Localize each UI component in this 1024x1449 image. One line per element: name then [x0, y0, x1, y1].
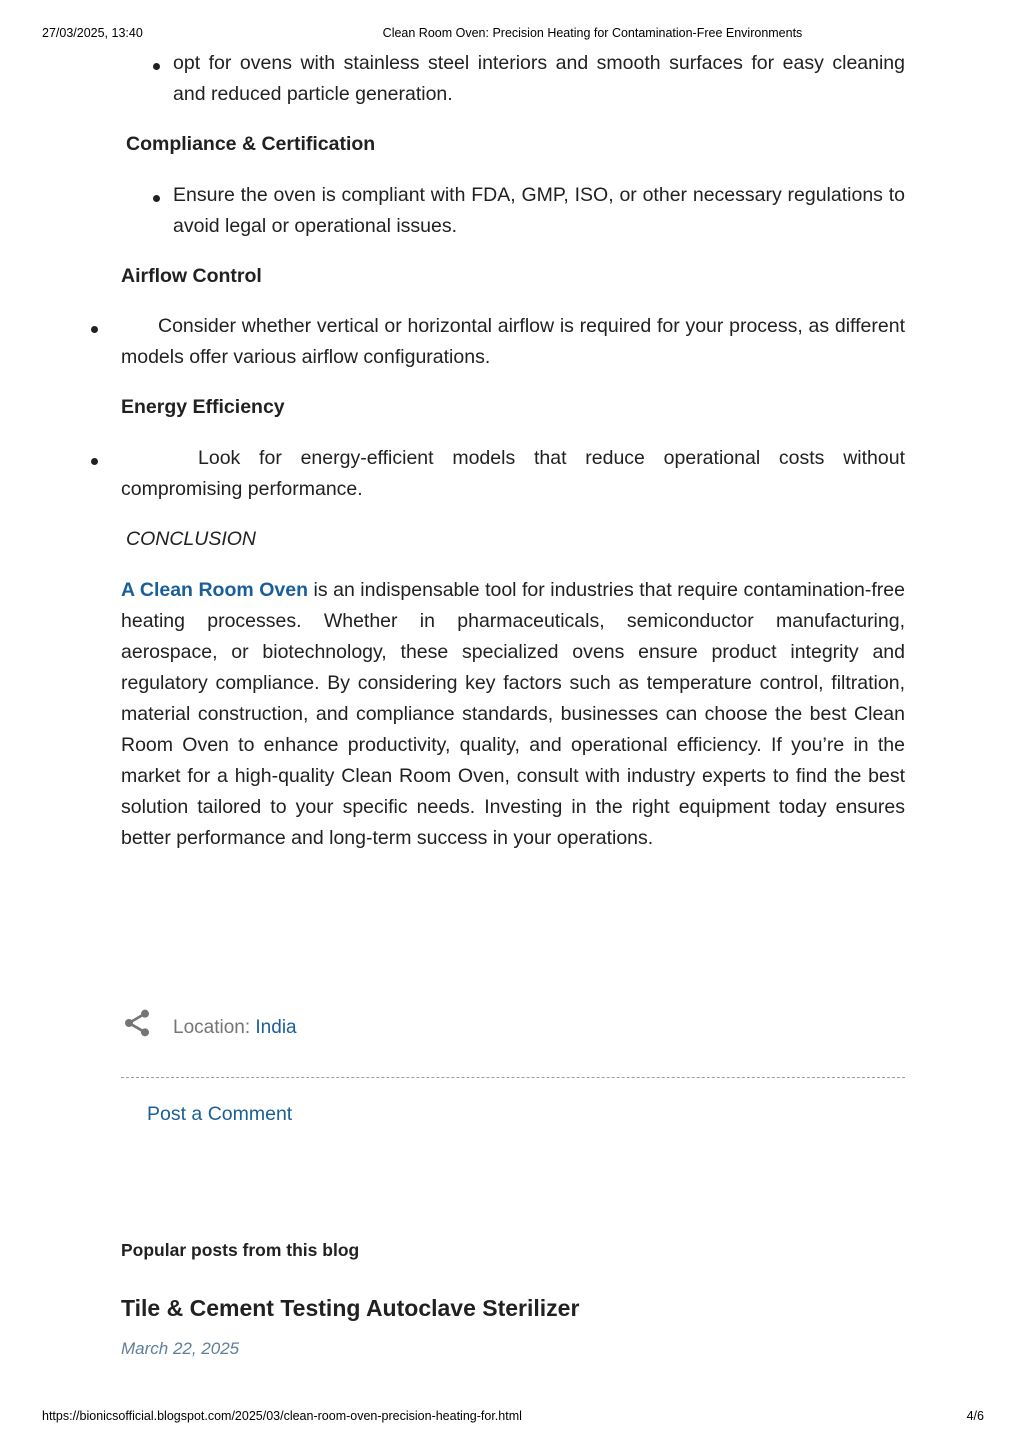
popular-post-title-link[interactable]: Tile & Cement Testing Autoclave Sterilizer	[121, 1295, 580, 1321]
share-icon[interactable]	[121, 1007, 153, 1039]
heading-conclusion: CONCLUSION	[126, 528, 257, 550]
location-value-link[interactable]: India	[255, 1017, 297, 1038]
bullet-dot	[91, 326, 98, 333]
divider	[121, 1077, 905, 1078]
conclusion-text: is an indispensable tool for industries that require contamination-free heating processes. Whether in pharmaceuticals, semiconductor manufacturing, aerospace, or biotechnology, these specialized ovens ensure product integrity and regulatory compliance. By considering key factors such as temperature control, filtration, material construction, and compliance standards, businesses can choose the best Clean Room Oven to enhance productivity, quality, and operational efficiency. If you’re in the market for a high-quality Clean Room Oven, consult with industry experts to find the best solution tailored to your specific needs. Investing in the right equipment today ensures better performance and long-term success in your operations.	[121, 579, 905, 849]
post-location	[173, 1017, 297, 1039]
bullet-energy-text: Look for energy-efficient models that reduce operational costs without compromising performance.	[121, 447, 905, 500]
print-page-title: Clean Room Oven: Precision Heating for Contamination-Free Environments	[382, 26, 803, 40]
heading-compliance: Compliance & Certification	[126, 133, 376, 155]
bullet-airflow-text: Consider whether vertical or horizontal airflow is required for your process, as different models offer various airflow configurations.	[121, 315, 905, 368]
bullet-compliance-text: Ensure the oven is compliant with FDA, GMP, ISO, or other necessary regulations to avoid legal or operational issues.	[173, 184, 905, 237]
print-footer	[0, 1409, 1024, 1425]
popular-posts-heading: Popular posts from this blog	[121, 1240, 360, 1260]
post-comment-link[interactable]: Post a Comment	[147, 1103, 293, 1125]
bullet-dot	[91, 458, 98, 465]
bullet-material-text: opt for ovens with stainless steel interiors and smooth surfaces for easy cleaning and reduced particle generation.	[173, 52, 905, 105]
popular-post-date: March 22, 2025	[121, 1339, 240, 1358]
print-url: https://bionicsofficial.blogspot.com/2025/03/clean-room-oven-precision-heating-for.html	[42, 1409, 522, 1423]
print-header	[0, 26, 1024, 42]
heading-energy: Energy Efficiency	[121, 396, 285, 418]
print-page-number: 4/6	[966, 1409, 984, 1423]
bullet-dot	[153, 195, 160, 202]
clean-room-oven-link[interactable]: A Clean Room Oven	[121, 579, 308, 601]
heading-airflow: Airflow Control	[121, 265, 262, 287]
location-label: Location:	[173, 1017, 256, 1038]
conclusion-paragraph	[121, 575, 905, 854]
bullet-dot	[153, 63, 160, 70]
print-datetime: 27/03/2025, 13:40	[42, 26, 143, 40]
